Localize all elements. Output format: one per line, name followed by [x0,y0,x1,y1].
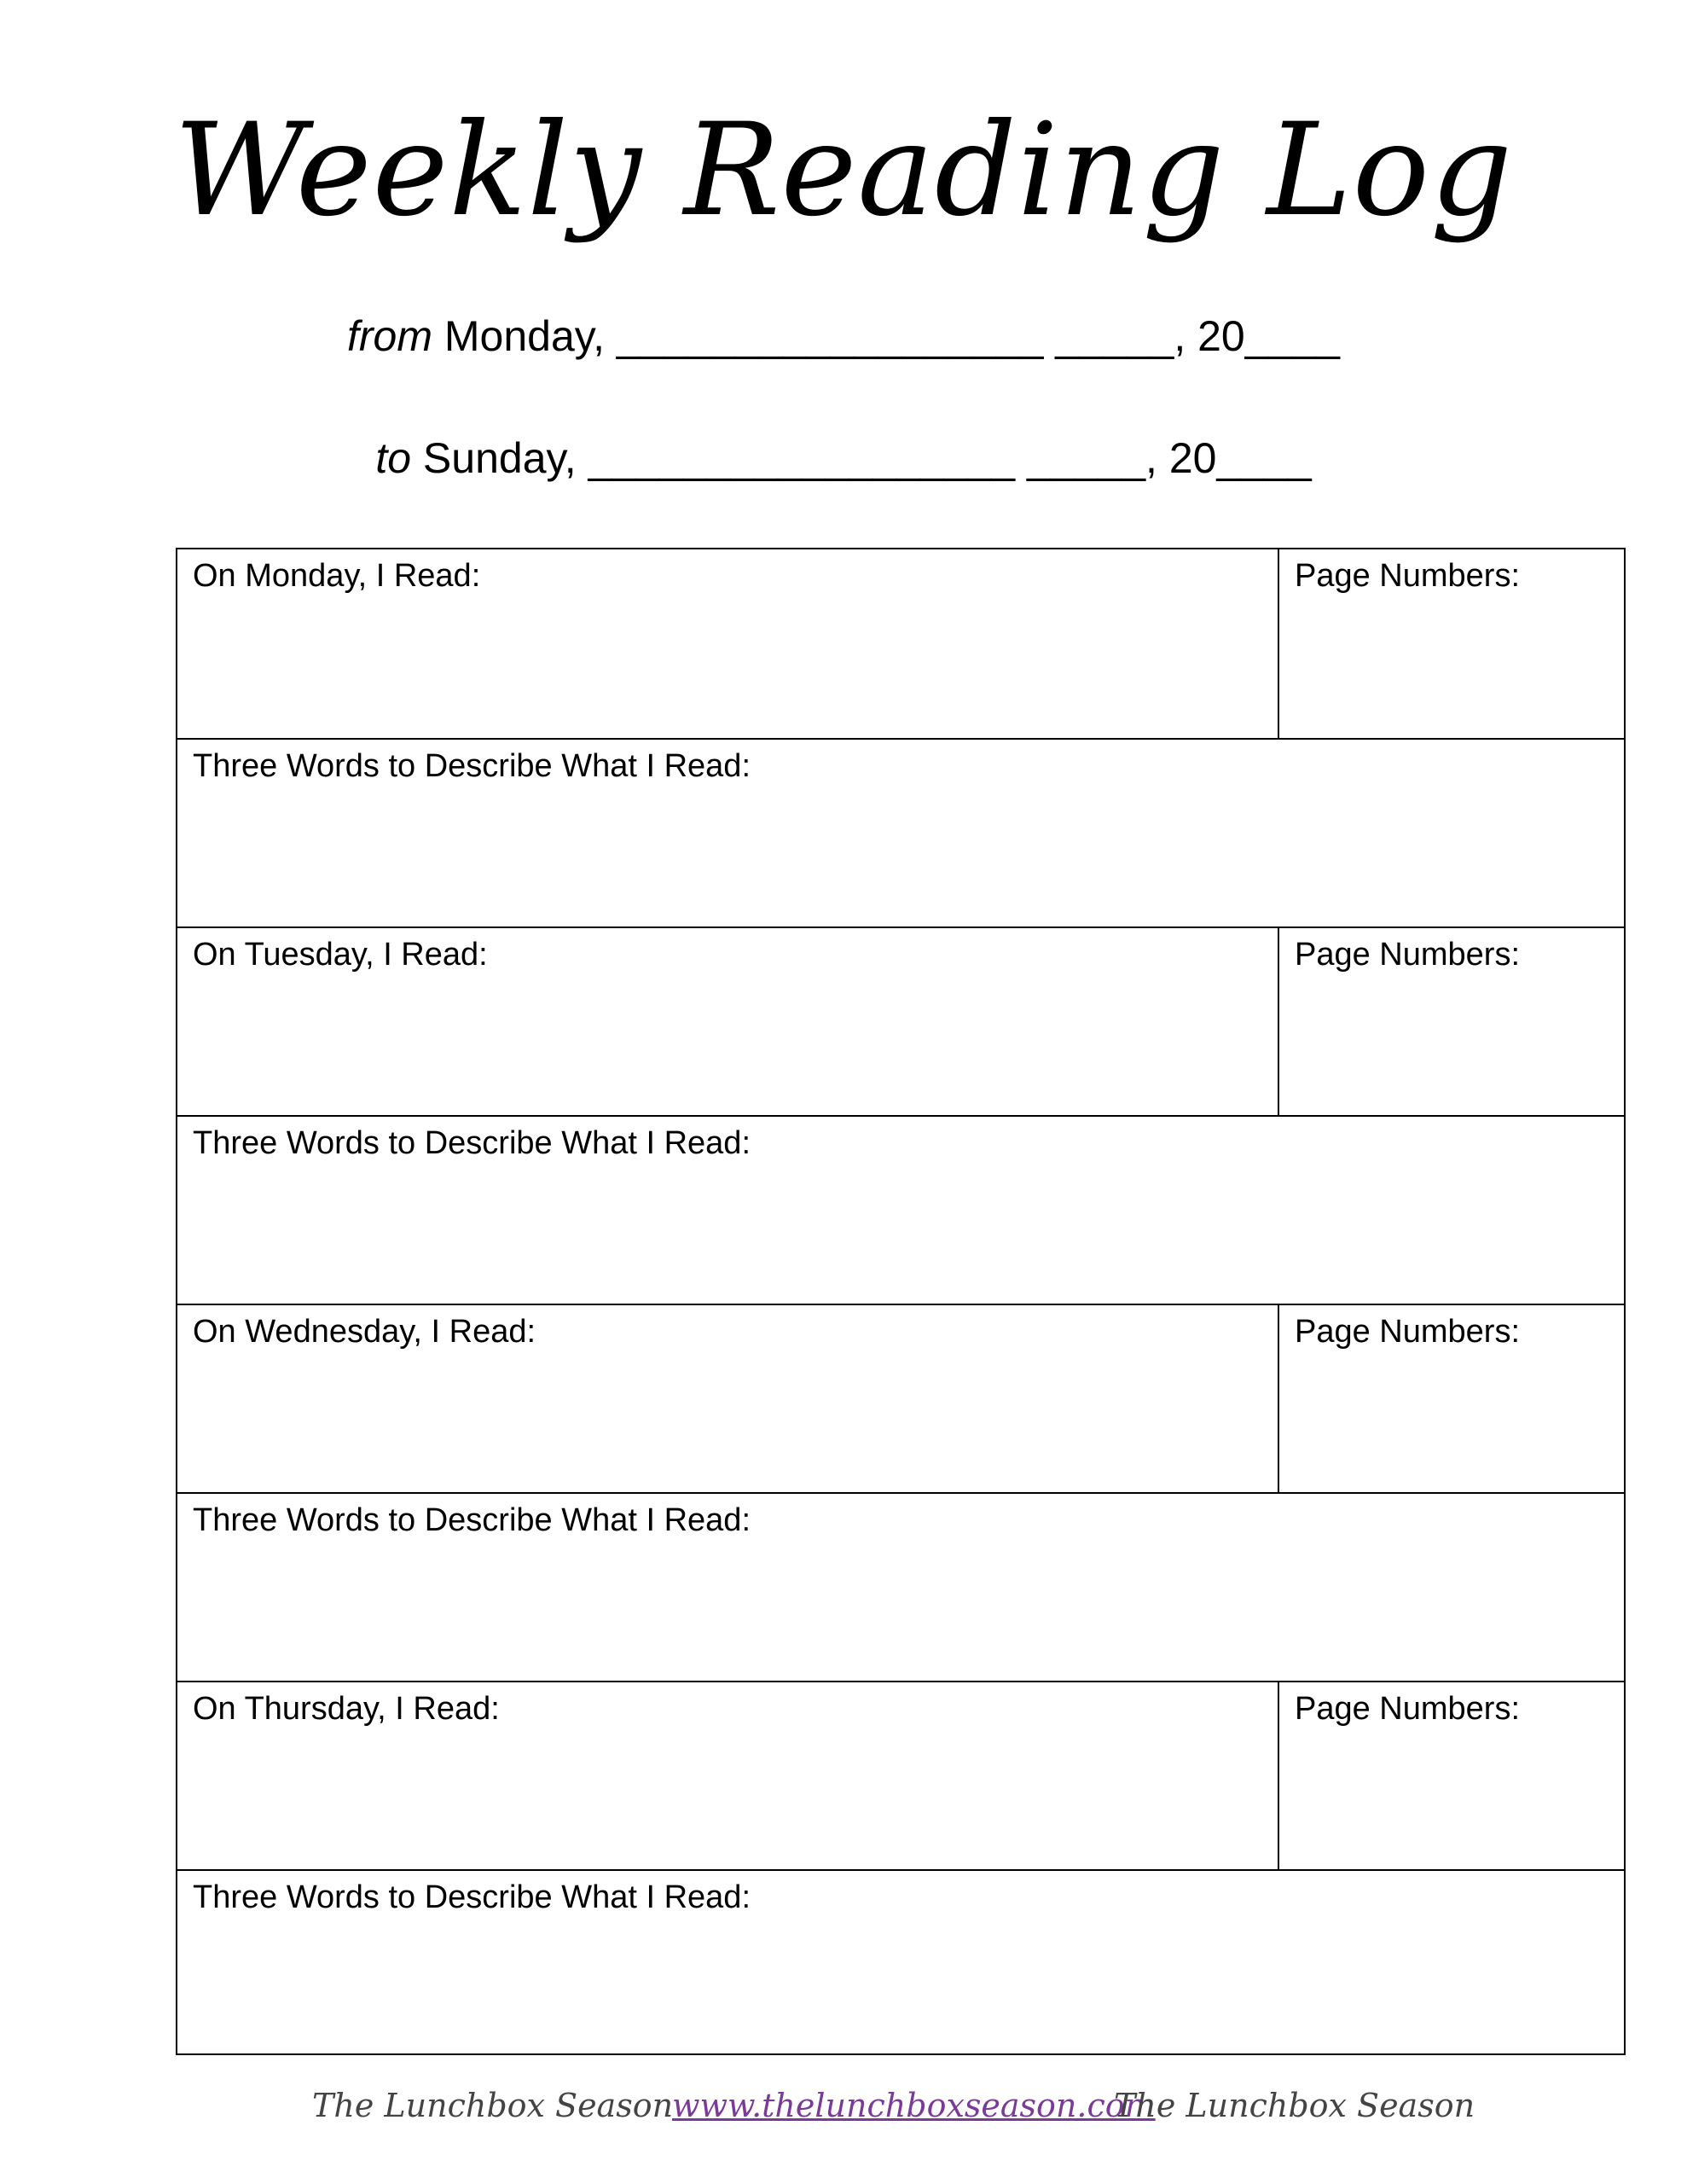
footer-brand-left: The Lunchbox Season [312,2087,674,2124]
thursday-read-row [177,1681,1624,1869]
thursday-words-cell[interactable]: Three Words to Describe What I Read: [193,1879,751,1915]
thursday-read-cell[interactable]: On Thursday, I Read: [177,1682,1279,1869]
monday-words-cell[interactable]: Three Words to Describe What I Read: [193,748,751,784]
monday-words-row [177,738,1624,926]
monday-read-row [177,549,1624,738]
wednesday-words-row [177,1492,1624,1681]
thursday-words-row [177,1869,1624,2053]
monday-read-cell[interactable]: On Monday, I Read: [177,549,1279,738]
footer-website-link[interactable]: www.thelunchboxseason.com [672,2087,1156,2124]
from-date-line [0,309,1687,363]
tuesday-words-cell[interactable]: Three Words to Describe What I Read: [193,1125,751,1161]
from-date-blank: Monday, __________________ _____, 20____ [432,312,1340,360]
wednesday-words-cell[interactable]: Three Words to Describe What I Read: [193,1502,751,1538]
tuesday-read-cell[interactable]: On Tuesday, I Read: [177,928,1279,1115]
tuesday-read-row [177,926,1624,1115]
page-title: Weekly Reading Log [173,96,1514,245]
tuesday-pages-cell[interactable]: Page Numbers: [1295,937,1521,973]
wednesday-read-cell[interactable]: On Wednesday, I Read: [177,1305,1279,1492]
wednesday-pages-cell[interactable]: Page Numbers: [1295,1314,1521,1350]
monday-pages-cell[interactable]: Page Numbers: [1295,558,1521,594]
from-label: from [347,312,433,360]
to-label: to [375,434,412,482]
wednesday-read-row [177,1304,1624,1492]
footer-brand-right: The Lunchbox Season [1114,2087,1475,2124]
reading-log-table [176,548,1626,2055]
to-date-blank: Sunday, __________________ _____, 20____ [411,434,1312,482]
tuesday-words-row [177,1115,1624,1304]
thursday-pages-cell[interactable]: Page Numbers: [1295,1691,1521,1727]
to-date-line [0,431,1687,485]
footer [0,2080,1687,2131]
